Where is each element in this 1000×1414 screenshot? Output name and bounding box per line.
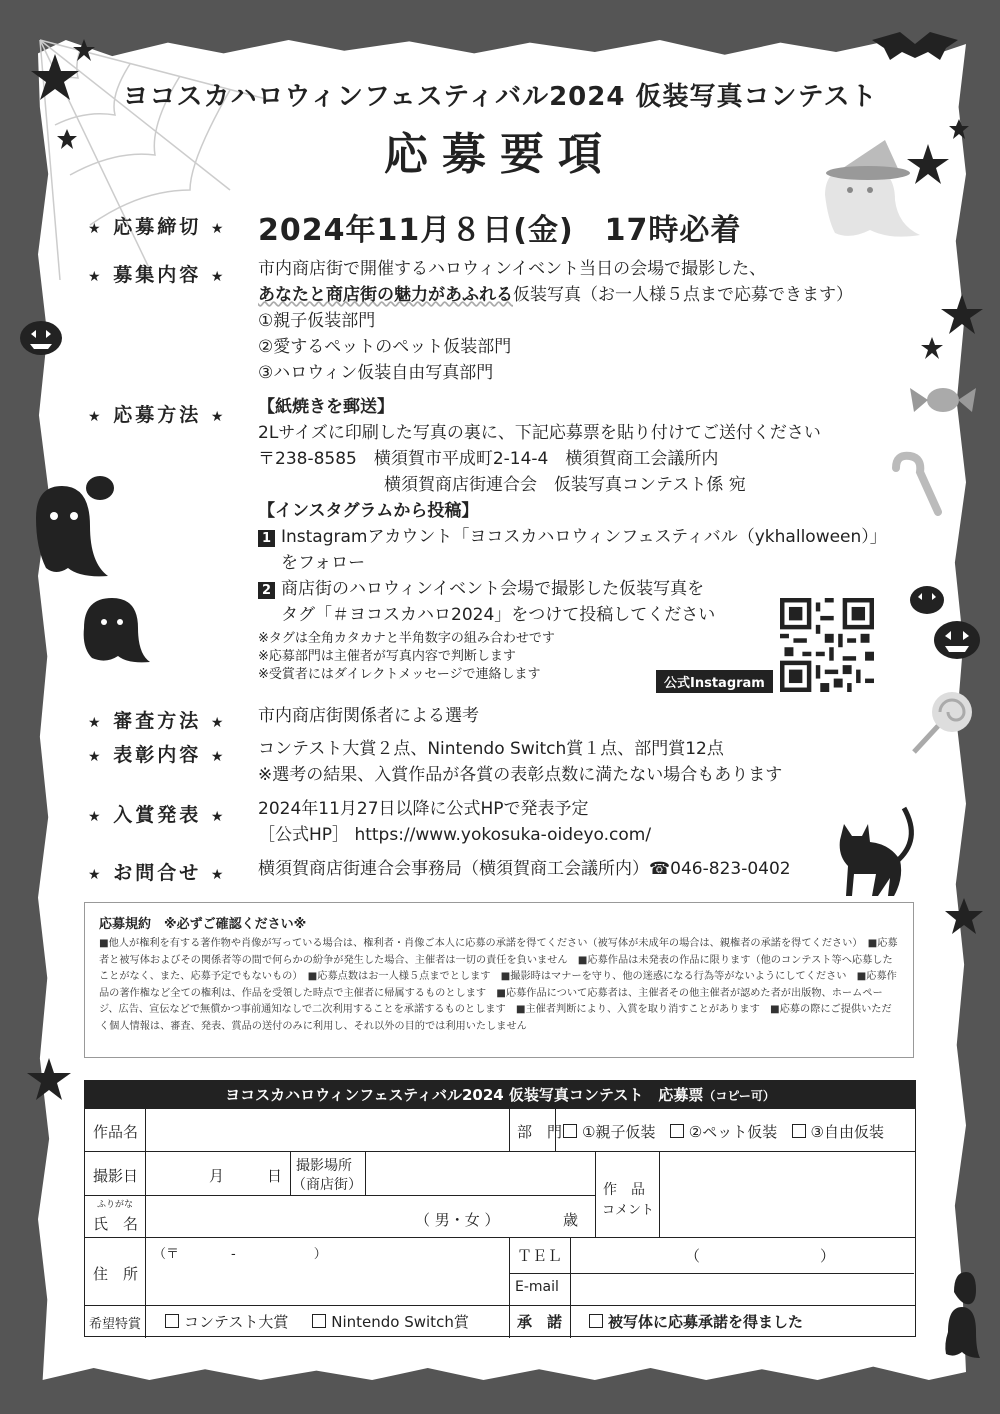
awards-line: コンテスト大賞２点、Nintendo Switch賞１点、部門賞12点	[258, 739, 724, 759]
judging-value: 市内商店街関係者による選考	[258, 706, 479, 726]
checkbox-icon	[792, 1124, 806, 1138]
consent-checkbox[interactable]	[589, 1311, 803, 1332]
division-options	[563, 1121, 884, 1142]
option-label: Nintendo Switch賞	[331, 1313, 469, 1331]
form-line	[85, 1195, 595, 1196]
label-text: 募集内容	[113, 264, 202, 286]
form-line	[145, 1109, 146, 1338]
form-line	[509, 1109, 510, 1151]
star-bullet-icon: ★	[210, 269, 227, 285]
comment-input[interactable]	[665, 1155, 909, 1233]
note: ※タグは全角カタカナと半角数字の組み合わせです	[258, 631, 555, 646]
awards-line: ※選考の結果、入賞作品が各賞の表彰点数に満たない場合もあります	[258, 765, 783, 785]
candy-cane-icon	[886, 450, 946, 520]
place-input[interactable]	[371, 1155, 591, 1193]
form-header-title: ヨコスカハロウィンフェスティバル2024 仮装写真コンテスト 応募票	[225, 1086, 704, 1104]
division-option-pet[interactable]	[670, 1123, 777, 1141]
pumpkin-icon	[908, 582, 946, 616]
label-age: 歳	[563, 1211, 579, 1229]
checkbox-icon	[165, 1314, 179, 1328]
official-hp-link[interactable]: ［公式HP］ https://www.yokosuka-oideyo.com/	[258, 825, 652, 845]
sub-title: 応募要項	[384, 129, 616, 180]
prize-option-grand[interactable]	[165, 1313, 288, 1331]
form-header	[85, 1081, 915, 1109]
mail-line: 横須賀商店街連合会 仮装写真コンテスト係 宛	[384, 475, 746, 495]
note: ※応募部門は主催者が写真内容で判断します	[258, 649, 516, 664]
star-bullet-icon: ★	[88, 809, 104, 825]
cat-icon	[830, 800, 920, 900]
label-text: 審査方法	[113, 710, 202, 732]
star-bullet-icon: ★	[210, 409, 227, 425]
email-input[interactable]	[575, 1277, 909, 1303]
label-division: 部 門	[517, 1123, 563, 1141]
checkbox-icon	[563, 1124, 577, 1138]
step-number: 2	[258, 582, 275, 599]
pumpkin-icon	[932, 616, 982, 662]
form-line	[85, 1151, 915, 1152]
star-icon	[920, 336, 944, 360]
option-label: ②ペット仮装	[688, 1123, 778, 1141]
form-line	[365, 1151, 366, 1195]
checkbox-icon	[589, 1314, 603, 1328]
star-icon	[26, 1056, 72, 1102]
division-item: ①親子仮装部門	[258, 311, 376, 331]
label-date: 撮影日	[93, 1167, 139, 1185]
star-bullet-icon: ★	[88, 715, 104, 731]
label-method	[88, 400, 226, 427]
step-text: タグ「＃ヨコスカハロ2024」をつけて投稿してください	[281, 605, 716, 625]
star-icon	[940, 292, 984, 336]
star-icon	[944, 896, 984, 936]
mail-line: 2Lサイズに印刷した写真の裏に、下記応募票を貼り付けてご送付ください	[258, 423, 821, 443]
label-email: E-mail	[515, 1279, 559, 1295]
label-prize: 希望特賞	[89, 1317, 142, 1332]
label-comment-sub: コメント	[602, 1203, 655, 1218]
division-item: ②愛するペットのペット仮装部門	[258, 337, 512, 357]
star-bullet-icon: ★	[88, 749, 104, 765]
content-line2	[258, 282, 853, 308]
label-work-title: 作品名	[93, 1123, 139, 1141]
qr-code-icon[interactable]	[780, 598, 874, 692]
star-bullet-icon: ★	[210, 867, 227, 883]
form-line	[659, 1151, 660, 1237]
division-option-parent-child[interactable]	[563, 1123, 655, 1141]
content-line2-rest: 仮装写真（お一人様５点まで応募できます）	[513, 285, 853, 305]
star-bullet-icon: ★	[210, 221, 227, 237]
contact-value: 横須賀商店街連合会事務局（横須賀商工会議所内）☎046-823-0402	[258, 859, 791, 879]
main-title: ヨコスカハロウィンフェスティバル2024 仮装写真コンテスト	[122, 82, 878, 112]
form-line	[595, 1151, 596, 1237]
label-consent: 承 諾	[517, 1313, 563, 1331]
label-contact	[88, 858, 226, 885]
checkbox-icon	[670, 1124, 684, 1138]
label-place: 撮影場所	[296, 1158, 352, 1174]
label-awards	[88, 740, 226, 767]
mail-heading: 【紙焼きを郵送】	[258, 397, 394, 417]
star-bullet-icon: ★	[88, 269, 104, 285]
label-comment: 作 品	[603, 1182, 645, 1198]
label-month: 月	[209, 1167, 225, 1185]
label-tel: ＴＥＬ	[517, 1247, 563, 1265]
option-label: ①親子仮装	[582, 1123, 656, 1141]
label-text: 応募締切	[113, 216, 202, 238]
prize-options	[165, 1311, 469, 1332]
insta-heading: 【インスタグラムから投稿】	[258, 501, 479, 521]
label-place-sub: （商店街）	[292, 1177, 362, 1193]
star-bullet-icon: ★	[210, 749, 227, 765]
option-label: ③自由仮装	[810, 1123, 884, 1141]
label-text: 表彰内容	[113, 744, 202, 766]
pumpkin-icon	[18, 316, 64, 356]
label-content	[88, 260, 226, 287]
lollipop-icon	[908, 688, 978, 758]
option-label: 被写体に応募承諾を得ました	[608, 1313, 804, 1331]
checkbox-icon	[312, 1314, 326, 1328]
announce-block	[258, 796, 651, 848]
rules-body: ■他人が権利を有する著作物や肖像が写っている場合は、権利者・肖像ご本人に応募の承諾を得てください（被写体が未成年の場合は、親権者の承諾を得てください） ■応募者と被写体およびその関係者等の間で何らかの紛争が発生した場合、主催者は一切の責任を負いません ■応募作品は未発表の作品に限ります（他のコンテスト等へ応募したことがなく、また、応募予定でもないもの） ■応募点数はお一人様５点までとします ■撮影時はマナーを守り、他の迷惑になる行為等がないようにしてください ■応募作品の著作権など全ての権利は、作品を受領した時点で主催者に帰属するものとします ■応募作品について応募者は、主催者その他主催者が認めた者が出版物、ホームページ、広告、宣伝などで無償かつ事前通知なしで二次利用することを承諾するものとします ■主催者判断により、入賞を取り消すことがあります ■応募の際にご提供いただく個人情報は、審査、発表、賞品の送付のみに利用し、それ以外の目的では利用いたしません	[99, 938, 898, 1032]
star-bullet-icon: ★	[88, 221, 104, 237]
form-line	[570, 1237, 571, 1338]
star-bullet-icon: ★	[88, 867, 104, 883]
option-label: コンテスト大賞	[184, 1313, 289, 1331]
instagram-badge: 公式Instagram	[656, 670, 773, 693]
prize-option-switch[interactable]	[312, 1313, 469, 1331]
deadline-value: 2024年11月８日(金) 17時必着	[258, 213, 742, 248]
rules-box	[84, 902, 914, 1058]
label-text: お問合せ	[113, 862, 202, 884]
label-text: 入賞発表	[113, 804, 202, 826]
step-1	[258, 524, 887, 550]
awards-block	[258, 736, 782, 788]
form-line	[85, 1237, 915, 1238]
label-day: 日	[267, 1167, 283, 1185]
step-text: をフォロー	[281, 553, 366, 573]
label-name: 氏 名	[93, 1215, 139, 1233]
star-bullet-icon: ★	[210, 809, 227, 825]
mail-line: 〒238-8585 横須賀市平成町2-14-4 横須賀商工会議所内	[258, 449, 719, 469]
tel-input[interactable]: （ ）	[685, 1247, 836, 1265]
division-option-free[interactable]	[792, 1123, 884, 1141]
step-text: 商店街のハロウィンイベント会場で撮影した仮装写真を	[281, 579, 705, 599]
star-bullet-icon: ★	[88, 409, 104, 425]
star-bullet-icon: ★	[210, 715, 227, 731]
star-icon	[72, 38, 96, 62]
label-text: 応募方法	[113, 404, 202, 426]
announce-line: 2024年11月27日以降に公式HPで発表予定	[258, 799, 589, 819]
label-deadline	[88, 212, 226, 239]
content-line1: 市内商店街で開催するハロウィンイベント当日の会場で撮影した、	[258, 259, 767, 279]
ghost-icon	[18, 468, 118, 586]
label-judging	[88, 706, 226, 733]
step-number: 1	[258, 530, 275, 547]
name-input[interactable]	[151, 1199, 401, 1233]
bat-icon	[870, 22, 960, 72]
division-item: ③ハロウィン仮装自由写真部門	[258, 363, 494, 383]
ghost-icon	[940, 1262, 980, 1362]
label-address: 住 所	[93, 1265, 139, 1283]
label-furigana: ふりがな	[97, 1200, 134, 1210]
sex-select[interactable]: （ 男・女 ）	[415, 1211, 500, 1229]
work-title-input[interactable]	[152, 1111, 507, 1149]
content-highlight: あなたと商店街の魅力があふれる	[258, 285, 513, 305]
entry-form	[84, 1080, 916, 1337]
rules-title: 応募規約 ※必ずご確認ください※	[99, 917, 307, 932]
label-announce	[88, 800, 226, 827]
form-line	[85, 1305, 915, 1306]
postal-input[interactable]: （〒 - ）	[153, 1247, 327, 1262]
candy-icon	[908, 380, 978, 420]
step-text: Instagramアカウント「ヨコスカハロウィンフェスティバル（ykhalloween）」	[281, 527, 887, 547]
form-header-note: （コピー可）	[703, 1089, 775, 1103]
form-line	[509, 1237, 510, 1338]
ghost-icon	[72, 588, 152, 668]
content-block	[258, 256, 853, 386]
form-line	[290, 1151, 291, 1195]
note: ※受賞者にはダイレクトメッセージで連絡します	[258, 667, 541, 682]
